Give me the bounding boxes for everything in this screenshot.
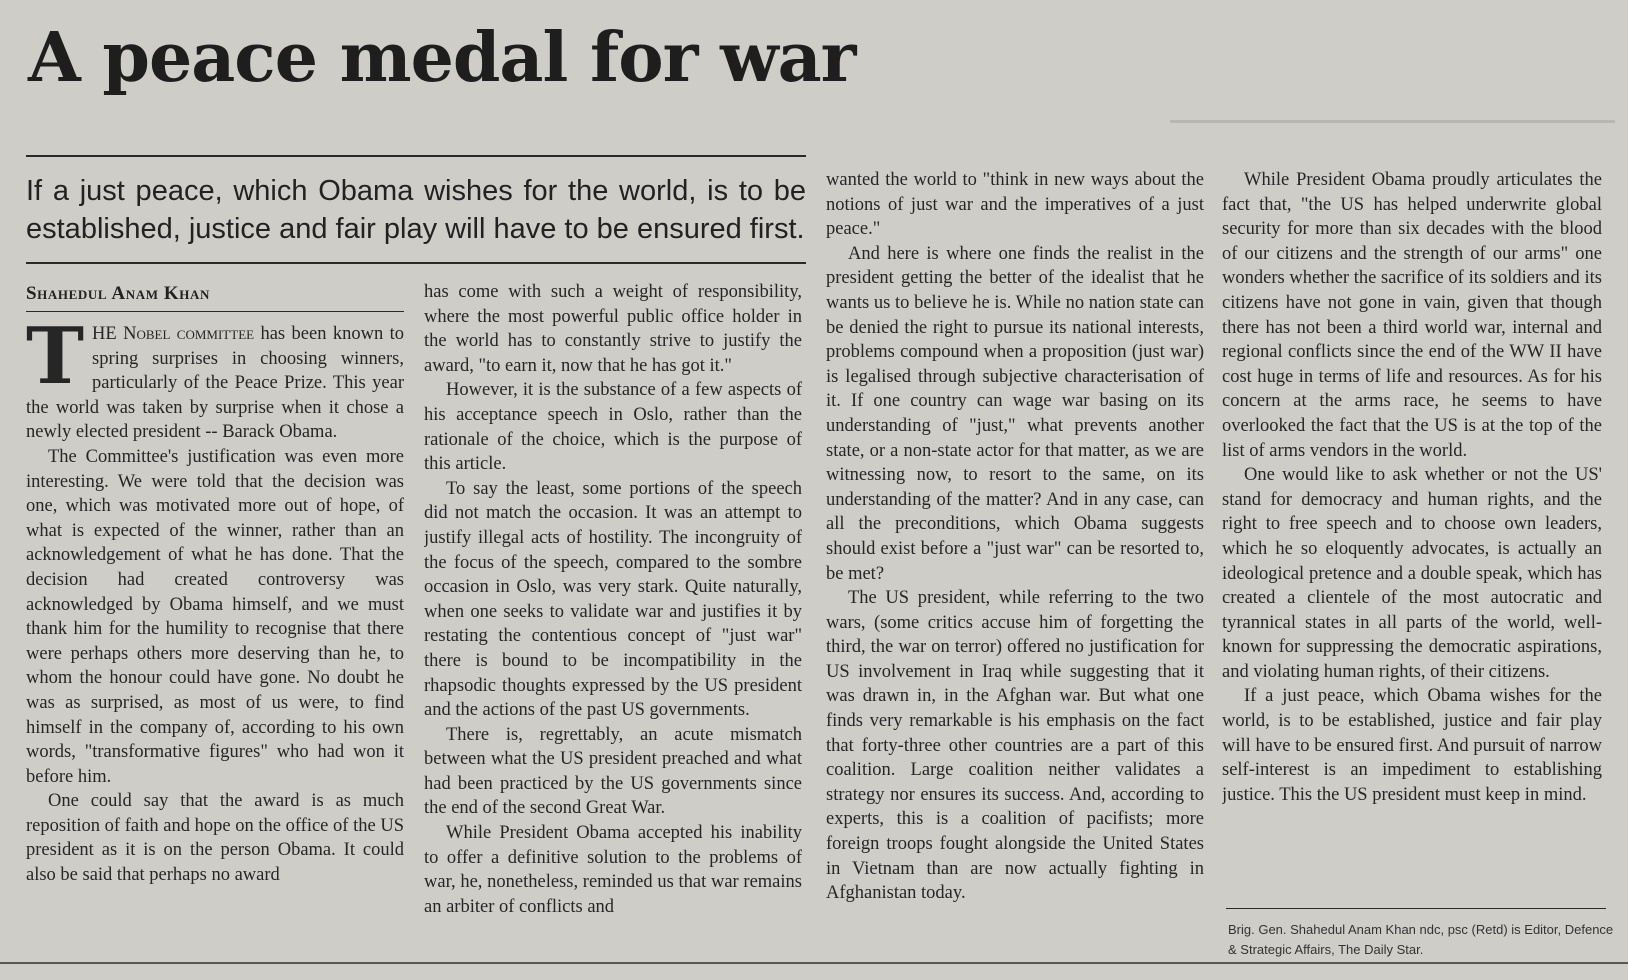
deck-top-rule xyxy=(26,155,806,157)
lead-text: has been known to spring surprises in choosing winners, particularly of the Peace Prize. This year the world was taken by surprise when it chose a newly elected president -- Barack Obama. xyxy=(26,324,404,443)
paragraph: There is, regrettably, an acute mismatch between what the US president preached and what had been practiced by the US governments since the end of the second Great War. xyxy=(424,724,802,819)
adjacent-article-rule xyxy=(1170,120,1615,123)
paragraph: One could say that the award is as much reposition of faith and hope on the office of the US president as it is on the person Obama. It could also be said that perhaps no award xyxy=(26,791,404,886)
bio-rule xyxy=(1226,908,1606,909)
headline: A peace medal for war xyxy=(28,18,856,98)
paragraph: However, it is the substance of a few aspects of his acceptance speech in Oslo, rather than the rationale of the choice, which is the purpose of this article. xyxy=(424,380,802,475)
deck-bottom-rule xyxy=(26,262,806,264)
byline: Shahedul Anam Khan xyxy=(26,283,210,304)
paragraph: The US president, while referring to the two wars, (some critics accuse him of forgetting the third, the war on terror) offered no justification for US involvement in Iraq while suggesting that it was drawn in, in the Afghan war. But what one finds very remarkable is his emphasis on the fact that forty-three other countries are a part of this coalition. Large coalition neither validates a strategy nor ensures its success. And, according to experts, this is a coalition of pacifists; more foreign troops fought alongside the United States in Vietnam than are now actually fighting in Afghanistan today. xyxy=(826,588,1204,904)
column-3 xyxy=(826,168,1204,958)
paragraph: The Committee's justification was even more interesting. We were told that the decision was one, which was motivated more out of hope, of what is expected of the winner, rather than an acknowledgement of what he has done. That the decision had created controversy was acknowledged by Obama himself, and we must thank him for the humility to recognise that there were perhaps others more deserving than he, to whom the honour could have gone. No doubt he was as surprised, as most of us were, to find himself in the company of, according to his own words, "transformative figures" who had won it before him. xyxy=(26,446,404,787)
paragraph: wanted the world to "think in new ways about the notions of just war and the imperatives of a just peace." xyxy=(826,170,1204,240)
paragraph: While President Obama accepted his inability to offer a definitive solution to the problems of war, he, nonetheless, reminded us that war remains an arbiter of conflicts and xyxy=(424,823,802,917)
paragraph: If a just peace, which Obama wishes for the world, is to be established, justice and fair play will have to be ensured first. And pursuit of narrow self-interest is an impediment to establishing justice. This the US president must keep in mind. xyxy=(1222,686,1602,805)
paragraph: And here is where one finds the realist in the president getting the better of the idealist that he wants us to believe he is. While no nation state can be denied the right to pursue its national interests, problems compound when a proposition (just war) is legalised through subjective characterisation of it. If one country can wage war basing on its understanding of "just," what prevents another state, or a non-state actor for that matter, as we are witnessing now, to resort to the same, on its understanding of the matter? And in any case, can all the preconditions, which Obama suggests should exist before a "just war" can be resorted to, be met? xyxy=(826,243,1204,584)
bottom-rule xyxy=(0,962,1628,964)
paragraph: has come with such a weight of responsibility, where the most powerful public office holder in the world has to constantly strive to justify the award, "to earn it, now that he has got it." xyxy=(424,282,802,376)
lead-smallcaps: HE Nobel committee xyxy=(92,324,255,344)
column-2 xyxy=(424,280,802,945)
lead-paragraph xyxy=(26,322,404,445)
deck: If a just peace, which Obama wishes for the world, is to be established, justice and fair play will have to be ensured first. xyxy=(26,175,806,245)
paragraph: While President Obama proudly articulates the fact that, "the US has helped underwrite global security for more than six decades with the blood of our citizens and the strength of our arms" one wonders whether the sacrifice of its soldiers and its citizens have not gone in vain, given that though there has not been a third world war, internal and regional conflicts since the end of the WW II have cost huge in terms of life and resources. As for his concern at the arms race, he seems to have overlooked the fact that the US is at the top of the list of arms vendors in the world. xyxy=(1222,170,1602,461)
byline-rule xyxy=(26,311,404,312)
drop-cap: T xyxy=(26,322,85,402)
column-1 xyxy=(26,322,404,942)
paragraph: To say the least, some portions of the speech did not match the occasion. It was an attempt to justify illegal acts of hostility. The incongruity of the focus of the speech, compared to the sombre occasion in Oslo, was very stark. Quite naturally, when one seeks to validate war and justifies it by restating the contentious concept of "just war" there is bound to be incompatibility in the rhapsodic thoughts expressed by the US president and the actions of the past US governments. xyxy=(424,478,802,721)
author-bio: Brig. Gen. Shahedul Anam Khan ndc, psc (Retd) is Editor, Defence & Strategic Affairs, The Daily Star. xyxy=(1228,922,1614,957)
paragraph: One would like to ask whether or not the US' stand for democracy and human rights, and the right to free speech and to choose own leaders, which he so eloquently advocates, is actually an ideological pretence and a double speak, which has created a clientele of the most autocratic and tyrannical states in all parts of the world, well-known for suppressing the democratic aspirations, and violating human rights, of their citizens. xyxy=(1222,465,1602,682)
column-4 xyxy=(1222,168,1602,898)
